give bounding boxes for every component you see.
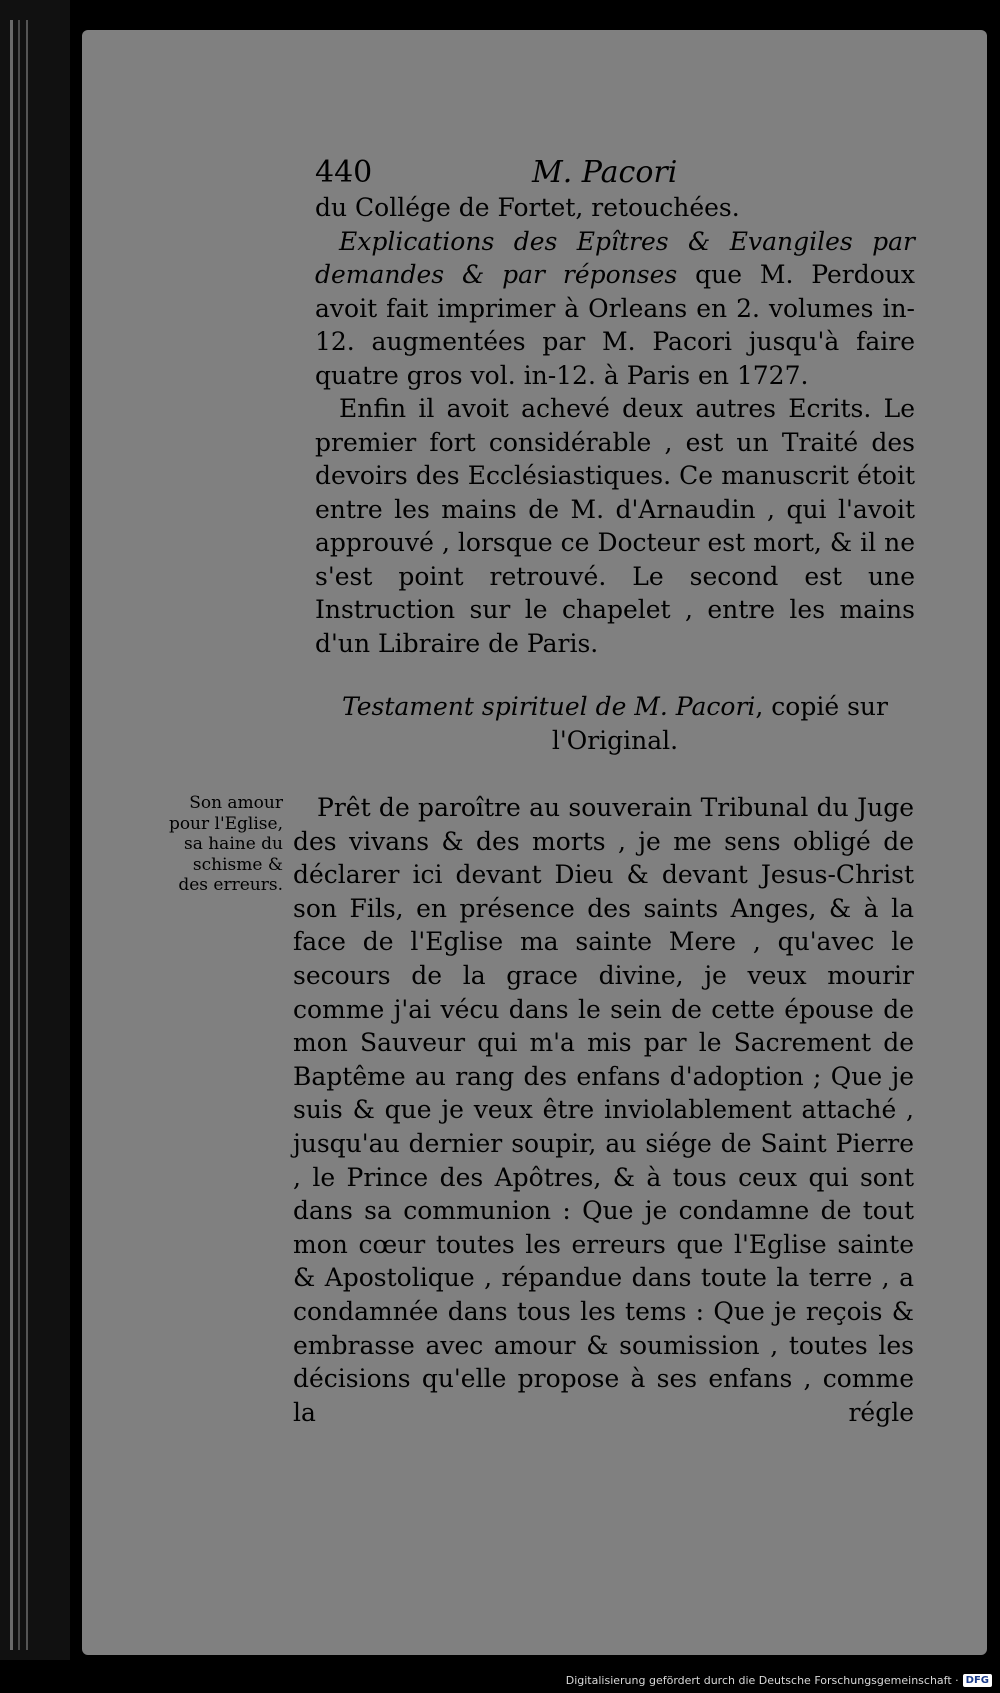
dfg-logo: DFG xyxy=(963,1674,992,1687)
footer-text: Digitalisierung gefördert durch die Deutsche Forschungsgemeinschaft · xyxy=(565,1674,959,1687)
binding-line xyxy=(18,20,20,1650)
paragraph-3: Enfin il avoit achevé deux autres Ecrits. Le premier fort considérable , est un Traité des devoirs des Ecclésiastiques. Ce manuscrit étoit entre les mains de M. d'Arnaudin , qui l'avoit approuvé , lorsque ce Docteur est mort, & il ne s'est point retrouvé. Le second est une Instruction sur le chapelet , entre les mains d'un Libraire de Paris. xyxy=(315,394,915,658)
section-heading xyxy=(315,690,915,758)
heading-line-1 xyxy=(315,690,915,724)
running-title: M. Pacori xyxy=(532,155,678,190)
text-block-top xyxy=(315,191,915,660)
book-binding-edge xyxy=(0,0,70,1660)
binding-line xyxy=(10,20,13,1650)
heading-italic: Testament spirituel de M. Pacori xyxy=(342,692,756,721)
paragraph-2-text: que M. Perdoux avoit fait imprimer à Orleans en 2. volumes in-12. augmentées par M. Pacori jusqu'à faire quatre gros vol. in-12. à Paris en 1727. xyxy=(315,260,915,390)
paragraph-1: du Collége de Fortet, retouchées. xyxy=(315,193,740,222)
book-title-italic: Explications des Epîtres & Evangiles par demandes & par réponses xyxy=(315,226,915,289)
testament-paragraph: Prêt de paroître au souverain Tribunal du Juge des vivans & des morts , je me sens obligé de déclarer ici devant Dieu & devant Jesus-Christ son Fils, en présence des saints Anges, & à la face de l'Eglise ma sainte Mere , qu'avec le secours de la grace divine, je veux mourir comme j'ai vécu dans le sein de cette épouse de mon Sauveur qui m'a mis par le Sacrement de Baptême au rang des enfans d'adoption ; Que je suis & que je veux être inviolablement attaché , jusqu'au dernier soupir, au siége de Saint Pierre , le Prince des Apôtres, & à tous ceux qui sont dans sa communion : Que je condamne de tout mon cœur toutes les erreurs que l'Eglise sainte & Apostolique , répandue dans toute la terre , a condamnée dans tous les tems : Que je reçois & embrasse avec amour & soumission , toutes les décisions qu'elle propose à ses enfans , comme la régle xyxy=(293,793,914,1427)
marginal-note: Son amour pour l'Eglise, sa haine du schisme & des erreurs. xyxy=(168,793,283,895)
heading-rest: , copié sur xyxy=(755,692,888,721)
paragraph-2 xyxy=(315,225,915,393)
testament-body xyxy=(293,791,914,1429)
footer xyxy=(566,1674,992,1687)
page-number: 440 xyxy=(315,155,373,190)
binding-line xyxy=(26,20,28,1650)
heading-line-2: l'Original. xyxy=(551,726,679,755)
